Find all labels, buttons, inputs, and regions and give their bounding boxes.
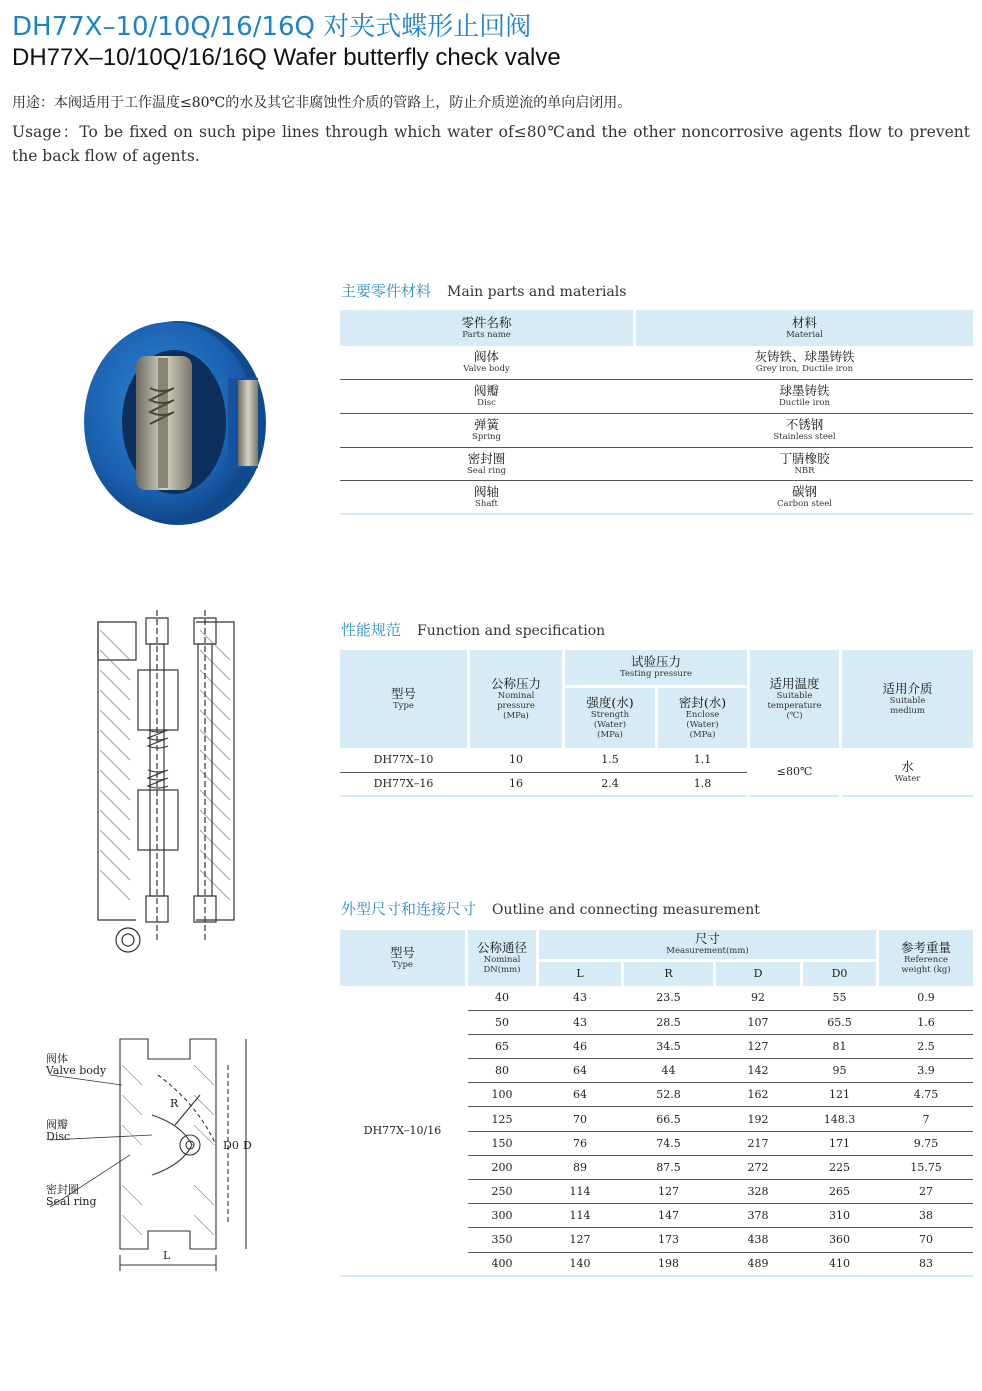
- dims-cell-w: 7: [879, 1107, 973, 1131]
- dims-cell-w: 1.6: [879, 1010, 973, 1034]
- dims-cell-D: 378: [716, 1204, 800, 1228]
- table-row: [340, 986, 973, 1010]
- dims-cell-D: 438: [716, 1228, 800, 1252]
- dims-cell-L: 114: [539, 1204, 621, 1228]
- dims-cell-D0: 95: [803, 1059, 876, 1083]
- dims-cell-dn: 65: [468, 1034, 536, 1058]
- dims-cell-R: 23.5: [624, 986, 713, 1010]
- dims-cell-D: 272: [716, 1155, 800, 1179]
- dims-body: [340, 986, 973, 1276]
- parts-header-row: [340, 310, 973, 346]
- dims-cell-D0: 360: [803, 1228, 876, 1252]
- spec-header-enclose: 密封(水) Enclose (Water) (MPa): [658, 686, 747, 748]
- dims-cell-L: 76: [539, 1131, 621, 1155]
- dims-cell-D0: 121: [803, 1083, 876, 1107]
- usage-cn: 用途：本阀适用于工作温度≤80℃的水及其它非腐蚀性介质的管路上，防止介质逆流的单向启闭用。: [12, 95, 632, 111]
- dims-cell-R: 34.5: [624, 1034, 713, 1058]
- dims-header-dn: 公称通径 Nominal DN(mm): [468, 930, 536, 986]
- dims-cell-L: 70: [539, 1107, 621, 1131]
- dims-cell-L: 43: [539, 1010, 621, 1034]
- dims-cell-dn: 50: [468, 1010, 536, 1034]
- dim-label-D0: D0: [223, 1139, 239, 1152]
- dims-cell-L: 114: [539, 1180, 621, 1204]
- parts-header-name: 零件名称 Parts name: [461, 315, 512, 340]
- dims-cell-D: 127: [716, 1034, 800, 1058]
- dims-cell-R: 173: [624, 1228, 713, 1252]
- dims-cell-R: 127: [624, 1180, 713, 1204]
- dims-header-D0: D0: [803, 960, 876, 986]
- section-drawing: [90, 600, 242, 964]
- dims-cell-L: 64: [539, 1083, 621, 1107]
- table-row: 阀瓣 Disc 球墨铸铁 Ductile iron: [340, 379, 973, 413]
- dims-cell-dn: 200: [468, 1155, 536, 1179]
- dim-label-D: D: [243, 1139, 252, 1152]
- dims-cell-D0: 55: [803, 986, 876, 1010]
- spec-section-title: [341, 619, 605, 640]
- dims-cell-R: 198: [624, 1252, 713, 1276]
- dims-header-R: R: [624, 960, 713, 986]
- parts-header-material: 材料 Material: [786, 315, 823, 340]
- dims-table: [340, 930, 973, 1277]
- spec-title-cn: 性能规范: [341, 621, 402, 639]
- dims-section-title: [341, 898, 760, 919]
- dims-cell-dn: 250: [468, 1180, 536, 1204]
- table-row: 阀轴 Shaft 碳钢 Carbon steel: [340, 480, 973, 514]
- dims-cell-w: 83: [879, 1252, 973, 1276]
- dims-cell-dn: 350: [468, 1228, 536, 1252]
- table-row: 密封圈 Seal ring 丁腈橡胶 NBR: [340, 447, 973, 480]
- parts-title-cn: 主要零件材料: [341, 282, 432, 300]
- dims-cell-D0: 410: [803, 1252, 876, 1276]
- dims-cell-w: 70: [879, 1228, 973, 1252]
- label-valve-body: 阀体 Valve body: [46, 1052, 107, 1077]
- dims-cell-R: 147: [624, 1204, 713, 1228]
- dims-type-value: DH77X–10/16: [340, 986, 465, 1276]
- spec-header-row-1: [340, 650, 973, 686]
- dims-cell-w: 38: [879, 1204, 973, 1228]
- spec-temp-value: ≤80℃: [750, 748, 839, 796]
- dims-cell-w: 2.5: [879, 1034, 973, 1058]
- dims-cell-L: 64: [539, 1059, 621, 1083]
- dims-cell-R: 52.8: [624, 1083, 713, 1107]
- dims-title-en: Outline and connecting measurement: [492, 902, 760, 918]
- title-en: DH77X–10/10Q/16/16Q Wafer butterfly check valve: [12, 44, 561, 71]
- spec-table: [340, 650, 973, 797]
- dims-cell-R: 74.5: [624, 1131, 713, 1155]
- dims-cell-w: 0.9: [879, 986, 973, 1010]
- usage-en: Usage：To be fixed on such pipe lines through which water of≤80℃and the other noncorrosive agents flow to prevent the back flow of agents.: [12, 123, 970, 165]
- dims-header-weight: 参考重量 Reference weight (kg): [879, 930, 973, 986]
- dim-label-R: R: [170, 1097, 179, 1110]
- spec-medium-value: 水 Water: [842, 748, 973, 796]
- spec-header-medium: 适用介质 Suitable medium: [842, 650, 973, 748]
- dims-cell-dn: 300: [468, 1204, 536, 1228]
- title-cn: DH77X–10/10Q/16/16Q 对夹式蝶形止回阀: [12, 12, 532, 42]
- spec-header-strength: 强度(水) Strength (Water) (MPa): [565, 686, 655, 748]
- dims-cell-w: 27: [879, 1180, 973, 1204]
- dims-cell-D0: 81: [803, 1034, 876, 1058]
- dims-cell-w: 15.75: [879, 1155, 973, 1179]
- spec-header-testing-pressure: 试验压力 Testing pressure: [565, 650, 747, 686]
- dims-cell-D0: 65.5: [803, 1010, 876, 1034]
- label-disc: 阀瓣 Disc: [46, 1118, 71, 1143]
- dims-cell-D: 92: [716, 986, 800, 1010]
- table-row: DH77X–10 10 1.5 1.1 ≤80℃ 水 Water: [340, 748, 973, 772]
- table-row: DH77X–16 16 2.4 1.8: [340, 772, 973, 796]
- table-row: 阀体 Valve body 灰铸铁、球墨铸铁 Grey iron, Ductile iron: [340, 346, 973, 379]
- valve-photo: [78, 318, 268, 528]
- dims-header-D: D: [716, 960, 800, 986]
- dims-title-cn: 外型尺寸和连接尺寸: [341, 900, 477, 918]
- dims-cell-D: 192: [716, 1107, 800, 1131]
- dims-cell-L: 89: [539, 1155, 621, 1179]
- dims-cell-D: 489: [716, 1252, 800, 1276]
- dims-cell-D0: 225: [803, 1155, 876, 1179]
- table-row: 弹簧 Spring 不锈钢 Stainless steel: [340, 413, 973, 447]
- dims-cell-D0: 148.3: [803, 1107, 876, 1131]
- spec-header-type: 型号 Type: [340, 650, 467, 748]
- dims-cell-D: 328: [716, 1180, 800, 1204]
- dims-cell-R: 66.5: [624, 1107, 713, 1131]
- dims-cell-D: 107: [716, 1010, 800, 1034]
- parts-section-title: [341, 280, 626, 301]
- dims-cell-L: 46: [539, 1034, 621, 1058]
- spec-title-en: Function and specification: [417, 623, 606, 639]
- dims-cell-dn: 400: [468, 1252, 536, 1276]
- dims-cell-R: 28.5: [624, 1010, 713, 1034]
- dims-cell-w: 3.9: [879, 1059, 973, 1083]
- dims-cell-dn: 80: [468, 1059, 536, 1083]
- dims-header-row-1: [340, 930, 973, 960]
- dims-cell-R: 87.5: [624, 1155, 713, 1179]
- dims-header-type: 型号 Type: [340, 930, 465, 986]
- dims-header-measurement: 尺寸 Measurement(mm): [539, 930, 876, 960]
- dims-cell-dn: 150: [468, 1131, 536, 1155]
- dims-cell-L: 140: [539, 1252, 621, 1276]
- parts-title-en: Main parts and materials: [447, 284, 627, 300]
- label-seal-ring: 密封圈 Seal ring: [46, 1183, 97, 1208]
- dims-cell-dn: 100: [468, 1083, 536, 1107]
- dims-cell-dn: 125: [468, 1107, 536, 1131]
- dims-cell-R: 44: [624, 1059, 713, 1083]
- parts-table: [340, 310, 973, 515]
- dim-label-L: L: [163, 1249, 171, 1262]
- spec-header-temperature: 适用温度 Suitable temperature (℃): [750, 650, 839, 748]
- dims-cell-D0: 310: [803, 1204, 876, 1228]
- dims-cell-D: 217: [716, 1131, 800, 1155]
- dims-cell-D0: 265: [803, 1180, 876, 1204]
- dims-cell-D: 162: [716, 1083, 800, 1107]
- dims-cell-L: 43: [539, 986, 621, 1010]
- dims-cell-w: 4.75: [879, 1083, 973, 1107]
- dims-cell-L: 127: [539, 1228, 621, 1252]
- dims-cell-dn: 40: [468, 986, 536, 1010]
- dims-cell-D0: 171: [803, 1131, 876, 1155]
- dims-cell-D: 142: [716, 1059, 800, 1083]
- spec-header-nominal-pressure: 公称压力 Nominal pressure (MPa): [470, 650, 562, 748]
- dims-cell-w: 9.75: [879, 1131, 973, 1155]
- dims-header-L: L: [539, 960, 621, 986]
